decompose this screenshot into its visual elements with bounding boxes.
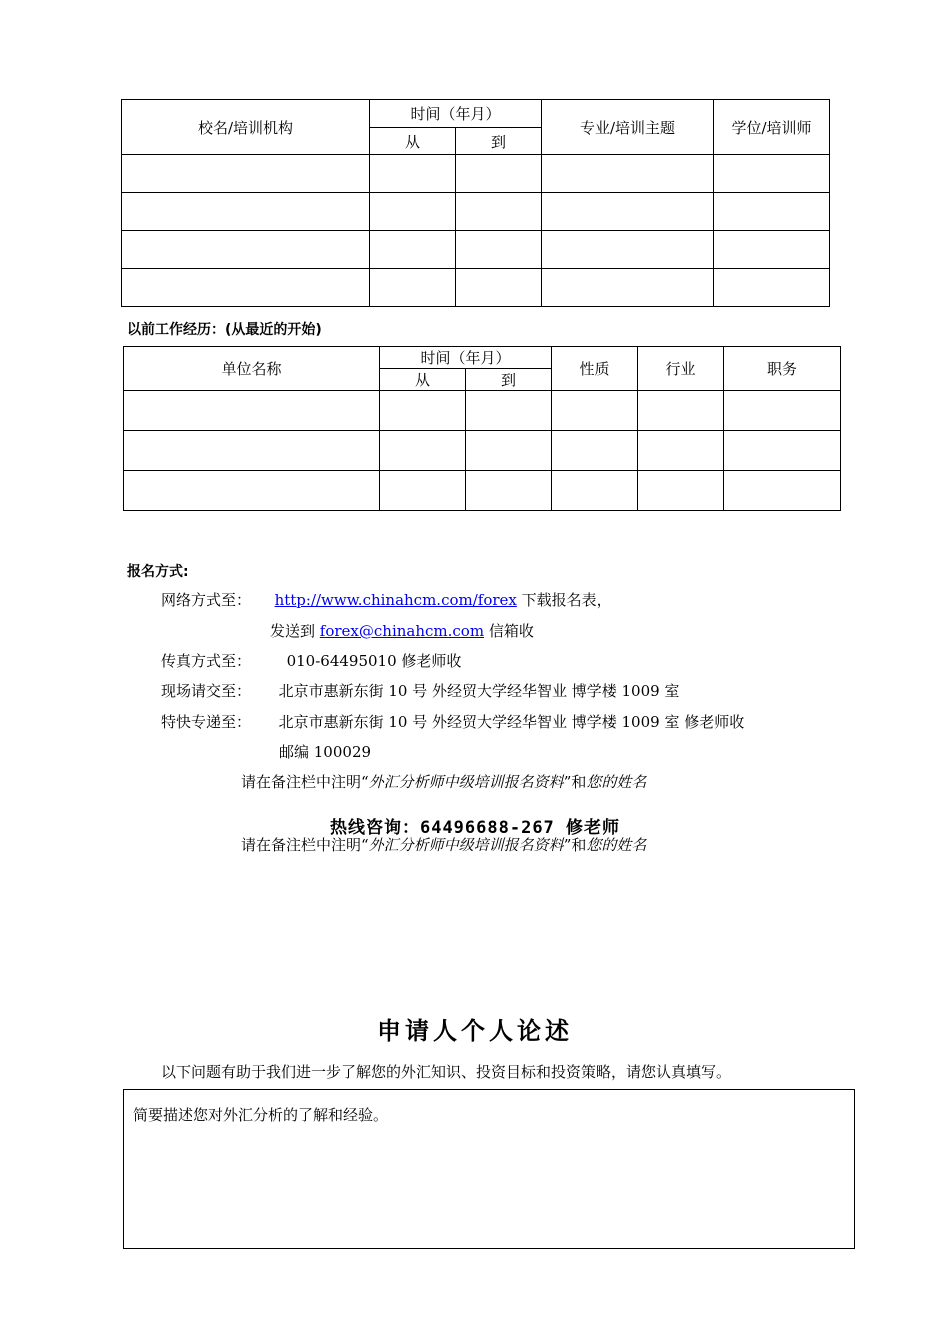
header-company: 单位名称 xyxy=(124,347,380,391)
input-cell[interactable] xyxy=(456,193,542,231)
express-row xyxy=(161,711,744,732)
header-time: 时间（年月） xyxy=(380,347,552,369)
input-cell[interactable] xyxy=(542,155,714,193)
note-prefix: 请在备注栏中注明“ xyxy=(241,773,369,791)
send-prefix: 发送到 xyxy=(270,622,316,640)
input-cell[interactable] xyxy=(714,193,830,231)
input-cell[interactable] xyxy=(124,431,380,471)
signup-title: 报名方式: xyxy=(127,564,189,580)
header-industry: 行业 xyxy=(638,347,724,391)
send-suffix: 信箱收 xyxy=(488,622,534,640)
input-cell[interactable] xyxy=(724,471,841,511)
input-cell[interactable] xyxy=(122,193,370,231)
note-prefix: 请在备注栏中注明“ xyxy=(241,836,369,854)
hotline: 热线咨询：64496688-267 修老师 xyxy=(329,818,621,838)
input-cell[interactable] xyxy=(122,231,370,269)
header-major: 专业/培训主题 xyxy=(542,100,714,155)
input-cell[interactable] xyxy=(714,231,830,269)
send-email-link[interactable]: forex@chinahcm.com xyxy=(319,622,485,640)
input-cell[interactable] xyxy=(370,269,456,307)
table-row xyxy=(122,269,830,307)
note-italic-1: 外汇分析师中级培训报名资料 xyxy=(368,773,564,791)
input-cell[interactable] xyxy=(122,269,370,307)
input-cell[interactable] xyxy=(542,269,714,307)
input-cell[interactable] xyxy=(552,391,638,431)
header-time: 时间（年月） xyxy=(370,100,542,128)
input-cell[interactable] xyxy=(380,471,466,511)
work-table xyxy=(123,346,841,511)
table-row xyxy=(124,471,841,511)
input-cell[interactable] xyxy=(380,431,466,471)
express-label: 特快专递至： xyxy=(161,713,252,731)
express-value: 北京市惠新东街 10 号 外经贸大学经华智业 博学楼 1009 室 修老师收 xyxy=(278,713,745,731)
input-cell[interactable] xyxy=(456,231,542,269)
header-degree: 学位/培训师 xyxy=(714,100,830,155)
note-line-2 xyxy=(241,834,646,855)
input-cell[interactable] xyxy=(714,155,830,193)
input-cell[interactable] xyxy=(456,269,542,307)
work-section-title: 以前工作经历：(从最近的开始) xyxy=(127,322,322,338)
note-italic-2: 您的姓名 xyxy=(586,773,647,791)
input-cell[interactable] xyxy=(552,471,638,511)
input-cell[interactable] xyxy=(466,391,552,431)
input-cell[interactable] xyxy=(456,155,542,193)
input-cell[interactable] xyxy=(466,471,552,511)
fax-value: 010-64495010 修老师收 xyxy=(286,652,462,670)
input-cell[interactable] xyxy=(724,431,841,471)
header-to: 到 xyxy=(456,128,542,155)
online-row xyxy=(161,589,612,610)
input-cell[interactable] xyxy=(638,471,724,511)
statement-intro: 以下问题有助于我们进一步了解您的外汇知识、投资目标和投资策略，请您认真填写。 xyxy=(161,1063,732,1081)
input-cell[interactable] xyxy=(638,431,724,471)
table-row xyxy=(124,431,841,471)
input-cell[interactable] xyxy=(370,231,456,269)
onsite-label: 现场请交至： xyxy=(161,682,252,700)
input-cell[interactable] xyxy=(552,431,638,471)
note-line-1 xyxy=(241,771,646,792)
input-cell[interactable] xyxy=(714,269,830,307)
table-row xyxy=(124,391,841,431)
note-italic-1: 外汇分析师中级培训报名资料 xyxy=(368,836,564,854)
question-1: 简要描述您对外汇分析的了解和经验。 xyxy=(133,1106,389,1124)
header-from: 从 xyxy=(370,128,456,155)
input-cell[interactable] xyxy=(370,193,456,231)
essay-box-1[interactable] xyxy=(123,1089,855,1249)
send-row xyxy=(270,620,534,641)
note-italic-2: 您的姓名 xyxy=(586,836,647,854)
input-cell[interactable] xyxy=(638,391,724,431)
input-cell[interactable] xyxy=(466,431,552,471)
online-suffix: 下载报名表， xyxy=(521,591,612,609)
onsite-row xyxy=(161,680,679,701)
input-cell[interactable] xyxy=(124,471,380,511)
input-cell[interactable] xyxy=(124,391,380,431)
postcode: 邮编 100029 xyxy=(279,743,372,761)
header-to: 到 xyxy=(466,369,552,391)
input-cell[interactable] xyxy=(380,391,466,431)
statement-title: 申请人个人论述 xyxy=(377,1016,573,1045)
fax-row xyxy=(161,650,461,671)
header-nature: 性质 xyxy=(552,347,638,391)
education-table xyxy=(121,99,830,307)
online-url-link[interactable]: http://www.chinahcm.com/forex xyxy=(274,591,517,609)
note-mid: ”和 xyxy=(563,773,587,791)
input-cell[interactable] xyxy=(542,231,714,269)
note-mid: ”和 xyxy=(563,836,587,854)
header-position: 职务 xyxy=(724,347,841,391)
input-cell[interactable] xyxy=(370,155,456,193)
header-from: 从 xyxy=(380,369,466,391)
online-label: 网络方式至： xyxy=(161,591,252,609)
table-row xyxy=(122,193,830,231)
table-row xyxy=(122,231,830,269)
table-row xyxy=(122,155,830,193)
onsite-value: 北京市惠新东街 10 号 外经贸大学经华智业 博学楼 1009 室 xyxy=(278,682,680,700)
header-school: 校名/培训机构 xyxy=(122,100,370,155)
input-cell[interactable] xyxy=(724,391,841,431)
fax-label: 传真方式至： xyxy=(161,652,252,670)
input-cell[interactable] xyxy=(542,193,714,231)
input-cell[interactable] xyxy=(122,155,370,193)
